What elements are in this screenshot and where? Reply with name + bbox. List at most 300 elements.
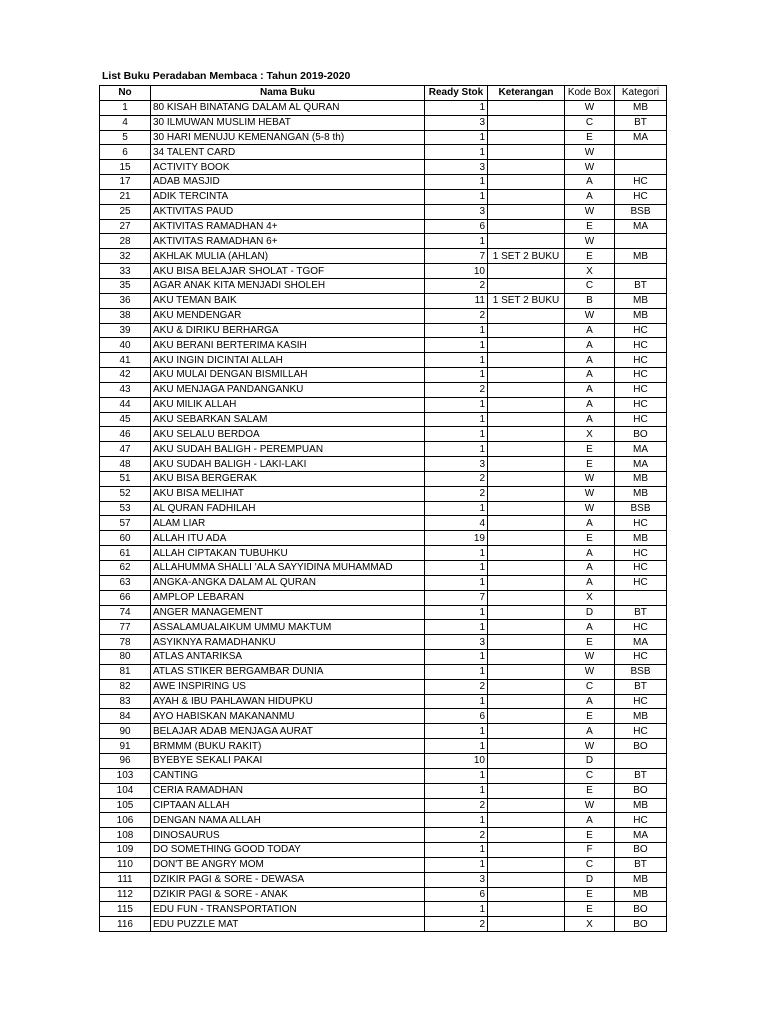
cell-kode-box: A [565, 382, 615, 397]
cell-no: 57 [100, 516, 151, 531]
cell-kode-box: W [565, 160, 615, 175]
cell-nama-buku: ASSALAMUALAIKUM UMMU MAKTUM [151, 620, 425, 635]
cell-nama-buku: AKU TEMAN BAIK [151, 293, 425, 308]
cell-no: 39 [100, 323, 151, 338]
cell-keterangan [488, 531, 565, 546]
table-row [100, 590, 667, 605]
cell-nama-buku: 80 KISAH BINATANG DALAM AL QURAN [151, 100, 425, 115]
cell-ready-stok: 7 [425, 590, 488, 605]
cell-kategori: HC [615, 561, 667, 576]
cell-keterangan [488, 857, 565, 872]
cell-kode-box: A [565, 189, 615, 204]
table-row [100, 368, 667, 383]
cell-kode-box: A [565, 412, 615, 427]
table-row [100, 753, 667, 768]
cell-ready-stok: 11 [425, 293, 488, 308]
cell-keterangan [488, 739, 565, 754]
column-header-no: No [100, 86, 151, 101]
cell-kode-box: A [565, 368, 615, 383]
cell-nama-buku: ALAM LIAR [151, 516, 425, 531]
cell-keterangan [488, 264, 565, 279]
cell-keterangan [488, 709, 565, 724]
cell-ready-stok: 3 [425, 160, 488, 175]
table-row [100, 442, 667, 457]
table-row [100, 219, 667, 234]
cell-kode-box: A [565, 338, 615, 353]
cell-kategori: MA [615, 219, 667, 234]
cell-ready-stok: 4 [425, 516, 488, 531]
cell-keterangan [488, 813, 565, 828]
cell-kategori: MB [615, 887, 667, 902]
cell-nama-buku: AKU BERANI BERTERIMA KASIH [151, 338, 425, 353]
cell-ready-stok: 19 [425, 531, 488, 546]
cell-kategori: BO [615, 917, 667, 932]
table-row [100, 471, 667, 486]
cell-ready-stok: 3 [425, 204, 488, 219]
cell-kategori: MA [615, 130, 667, 145]
cell-no: 28 [100, 234, 151, 249]
table-row [100, 323, 667, 338]
cell-keterangan [488, 902, 565, 917]
cell-keterangan [488, 382, 565, 397]
cell-nama-buku: AKU & DIRIKU BERHARGA [151, 323, 425, 338]
cell-ready-stok: 1 [425, 724, 488, 739]
cell-no: 51 [100, 471, 151, 486]
cell-nama-buku: DO SOMETHING GOOD TODAY [151, 843, 425, 858]
cell-ready-stok: 1 [425, 843, 488, 858]
cell-no: 83 [100, 694, 151, 709]
cell-kode-box: E [565, 219, 615, 234]
column-header-nama-buku: Nama Buku [151, 86, 425, 101]
cell-keterangan [488, 308, 565, 323]
cell-no: 112 [100, 887, 151, 902]
table-row [100, 427, 667, 442]
cell-ready-stok: 1 [425, 664, 488, 679]
table-row [100, 308, 667, 323]
cell-no: 1 [100, 100, 151, 115]
cell-keterangan [488, 412, 565, 427]
table-row [100, 709, 667, 724]
cell-ready-stok: 1 [425, 605, 488, 620]
cell-kode-box: E [565, 531, 615, 546]
cell-no: 110 [100, 857, 151, 872]
cell-nama-buku: EDU FUN - TRANSPORTATION [151, 902, 425, 917]
cell-nama-buku: AKTIVITAS PAUD [151, 204, 425, 219]
cell-kategori: MA [615, 442, 667, 457]
cell-keterangan [488, 457, 565, 472]
cell-kategori: MB [615, 249, 667, 264]
cell-nama-buku: ALLAH CIPTAKAN TUBUHKU [151, 546, 425, 561]
cell-ready-stok: 1 [425, 175, 488, 190]
cell-no: 52 [100, 486, 151, 501]
column-header-keterangan: Keterangan [488, 86, 565, 101]
cell-kode-box: D [565, 605, 615, 620]
cell-kategori: HC [615, 382, 667, 397]
cell-ready-stok: 1 [425, 546, 488, 561]
table-row [100, 694, 667, 709]
cell-keterangan [488, 175, 565, 190]
table-row [100, 843, 667, 858]
column-header-ready-stok: Ready Stok [425, 86, 488, 101]
cell-no: 82 [100, 679, 151, 694]
cell-ready-stok: 1 [425, 338, 488, 353]
cell-ready-stok: 1 [425, 189, 488, 204]
cell-ready-stok: 2 [425, 382, 488, 397]
cell-ready-stok: 1 [425, 575, 488, 590]
cell-ready-stok: 1 [425, 353, 488, 368]
cell-keterangan [488, 843, 565, 858]
cell-ready-stok: 1 [425, 813, 488, 828]
table-row [100, 130, 667, 145]
cell-ready-stok: 1 [425, 694, 488, 709]
cell-keterangan [488, 323, 565, 338]
cell-kode-box: A [565, 724, 615, 739]
cell-ready-stok: 6 [425, 887, 488, 902]
cell-nama-buku: AKU SEBARKAN SALAM [151, 412, 425, 427]
cell-no: 17 [100, 175, 151, 190]
table-row [100, 635, 667, 650]
cell-keterangan: 1 SET 2 BUKU [488, 249, 565, 264]
table-row [100, 575, 667, 590]
cell-no: 74 [100, 605, 151, 620]
cell-kategori: HC [615, 813, 667, 828]
cell-nama-buku: ADIK TERCINTA [151, 189, 425, 204]
cell-nama-buku: AKU SUDAH BALIGH - PEREMPUAN [151, 442, 425, 457]
cell-keterangan [488, 917, 565, 932]
table-row [100, 204, 667, 219]
cell-keterangan [488, 501, 565, 516]
cell-kode-box: W [565, 100, 615, 115]
book-list-table [99, 85, 667, 932]
cell-nama-buku: ADAB MASJID [151, 175, 425, 190]
cell-kode-box: W [565, 486, 615, 501]
cell-nama-buku: AKU SELALU BERDOA [151, 427, 425, 442]
cell-keterangan: 1 SET 2 BUKU [488, 293, 565, 308]
cell-no: 46 [100, 427, 151, 442]
table-row [100, 145, 667, 160]
cell-keterangan [488, 516, 565, 531]
table-row [100, 397, 667, 412]
cell-nama-buku: AKU MENDENGAR [151, 308, 425, 323]
cell-no: 62 [100, 561, 151, 576]
cell-keterangan [488, 442, 565, 457]
cell-kategori: HC [615, 620, 667, 635]
cell-keterangan [488, 100, 565, 115]
cell-kode-box: E [565, 887, 615, 902]
cell-keterangan [488, 561, 565, 576]
cell-kode-box: X [565, 264, 615, 279]
cell-ready-stok: 1 [425, 427, 488, 442]
cell-no: 43 [100, 382, 151, 397]
cell-no: 115 [100, 902, 151, 917]
table-header-row [100, 86, 667, 101]
cell-kode-box: A [565, 694, 615, 709]
table-row [100, 412, 667, 427]
table-row [100, 783, 667, 798]
cell-kategori [615, 753, 667, 768]
cell-keterangan [488, 783, 565, 798]
cell-kode-box: A [565, 546, 615, 561]
cell-kode-box: E [565, 902, 615, 917]
cell-nama-buku: 30 ILMUWAN MUSLIM HEBAT [151, 115, 425, 130]
cell-keterangan [488, 219, 565, 234]
table-row [100, 175, 667, 190]
cell-no: 4 [100, 115, 151, 130]
table-row [100, 828, 667, 843]
table-row [100, 501, 667, 516]
cell-kategori: BSB [615, 664, 667, 679]
cell-no: 104 [100, 783, 151, 798]
cell-no: 116 [100, 917, 151, 932]
table-row [100, 115, 667, 130]
cell-keterangan [488, 664, 565, 679]
cell-keterangan [488, 353, 565, 368]
cell-keterangan [488, 635, 565, 650]
cell-ready-stok: 1 [425, 234, 488, 249]
cell-nama-buku: AKU BISA MELIHAT [151, 486, 425, 501]
cell-ready-stok: 1 [425, 561, 488, 576]
cell-kategori: HC [615, 724, 667, 739]
cell-nama-buku: AKTIVITAS RAMADHAN 4+ [151, 219, 425, 234]
cell-kode-box: A [565, 813, 615, 828]
cell-kategori: BO [615, 427, 667, 442]
cell-keterangan [488, 620, 565, 635]
cell-no: 44 [100, 397, 151, 412]
cell-ready-stok: 1 [425, 501, 488, 516]
table-row [100, 739, 667, 754]
cell-kode-box: C [565, 857, 615, 872]
cell-keterangan [488, 486, 565, 501]
cell-ready-stok: 3 [425, 457, 488, 472]
cell-keterangan [488, 278, 565, 293]
cell-no: 21 [100, 189, 151, 204]
cell-ready-stok: 3 [425, 115, 488, 130]
table-row [100, 768, 667, 783]
cell-kategori: MB [615, 709, 667, 724]
cell-kategori: BT [615, 278, 667, 293]
cell-keterangan [488, 115, 565, 130]
cell-ready-stok: 1 [425, 620, 488, 635]
cell-no: 45 [100, 412, 151, 427]
cell-nama-buku: 30 HARI MENUJU KEMENANGAN (5-8 th) [151, 130, 425, 145]
cell-keterangan [488, 204, 565, 219]
cell-kode-box: C [565, 768, 615, 783]
cell-kategori [615, 145, 667, 160]
cell-nama-buku: ASYIKNYA RAMADHANKU [151, 635, 425, 650]
cell-ready-stok: 2 [425, 278, 488, 293]
cell-ready-stok: 2 [425, 679, 488, 694]
cell-kode-box: W [565, 739, 615, 754]
cell-ready-stok: 1 [425, 768, 488, 783]
cell-ready-stok: 6 [425, 709, 488, 724]
cell-kategori [615, 160, 667, 175]
cell-keterangan [488, 724, 565, 739]
cell-kode-box: D [565, 872, 615, 887]
cell-kategori: HC [615, 189, 667, 204]
cell-kategori: HC [615, 368, 667, 383]
cell-kode-box: W [565, 145, 615, 160]
table-row [100, 872, 667, 887]
cell-no: 106 [100, 813, 151, 828]
cell-nama-buku: DON'T BE ANGRY MOM [151, 857, 425, 872]
cell-nama-buku: AKTIVITAS RAMADHAN 6+ [151, 234, 425, 249]
cell-nama-buku: BRMMM (BUKU RAKIT) [151, 739, 425, 754]
cell-no: 15 [100, 160, 151, 175]
cell-no: 78 [100, 635, 151, 650]
cell-nama-buku: ALLAHUMMA SHALLI 'ALA SAYYIDINA MUHAMMAD [151, 561, 425, 576]
cell-kategori: MB [615, 798, 667, 813]
cell-nama-buku: ACTIVITY BOOK [151, 160, 425, 175]
cell-nama-buku: ALLAH ITU ADA [151, 531, 425, 546]
cell-no: 61 [100, 546, 151, 561]
cell-keterangan [488, 590, 565, 605]
table-row [100, 546, 667, 561]
table-row [100, 620, 667, 635]
cell-ready-stok: 6 [425, 219, 488, 234]
table-row [100, 605, 667, 620]
cell-no: 60 [100, 531, 151, 546]
cell-kategori: HC [615, 575, 667, 590]
cell-kode-box: A [565, 516, 615, 531]
cell-kategori: BT [615, 857, 667, 872]
column-header-kategori: Kategori [615, 86, 667, 101]
table-row [100, 531, 667, 546]
cell-kode-box: C [565, 679, 615, 694]
cell-kategori: HC [615, 323, 667, 338]
cell-keterangan [488, 427, 565, 442]
cell-kode-box: A [565, 620, 615, 635]
cell-no: 25 [100, 204, 151, 219]
cell-ready-stok: 1 [425, 412, 488, 427]
cell-kategori: HC [615, 412, 667, 427]
cell-no: 90 [100, 724, 151, 739]
cell-nama-buku: CIPTAAN ALLAH [151, 798, 425, 813]
cell-kategori: HC [615, 175, 667, 190]
cell-ready-stok: 2 [425, 917, 488, 932]
cell-kategori: HC [615, 546, 667, 561]
table-row [100, 664, 667, 679]
cell-nama-buku: CANTING [151, 768, 425, 783]
cell-kategori: HC [615, 694, 667, 709]
cell-keterangan [488, 828, 565, 843]
cell-kode-box: E [565, 130, 615, 145]
cell-no: 27 [100, 219, 151, 234]
cell-no: 38 [100, 308, 151, 323]
cell-kategori: MB [615, 100, 667, 115]
table-row [100, 857, 667, 872]
cell-kategori: BO [615, 843, 667, 858]
table-row [100, 724, 667, 739]
cell-kode-box: A [565, 175, 615, 190]
cell-nama-buku: AKU MENJAGA PANDANGANKU [151, 382, 425, 397]
cell-kode-box: W [565, 308, 615, 323]
table-body [100, 100, 667, 931]
table-row [100, 813, 667, 828]
table-row [100, 249, 667, 264]
cell-ready-stok: 2 [425, 828, 488, 843]
cell-no: 84 [100, 709, 151, 724]
cell-kode-box: A [565, 575, 615, 590]
cell-keterangan [488, 887, 565, 902]
cell-nama-buku: ANGER MANAGEMENT [151, 605, 425, 620]
cell-nama-buku: AMPLOP LEBARAN [151, 590, 425, 605]
cell-kode-box: W [565, 501, 615, 516]
cell-ready-stok: 3 [425, 635, 488, 650]
cell-no: 81 [100, 664, 151, 679]
cell-ready-stok: 1 [425, 145, 488, 160]
cell-nama-buku: BELAJAR ADAB MENJAGA AURAT [151, 724, 425, 739]
cell-ready-stok: 1 [425, 739, 488, 754]
cell-kode-box: W [565, 471, 615, 486]
cell-ready-stok: 7 [425, 249, 488, 264]
cell-kode-box: B [565, 293, 615, 308]
cell-kode-box: E [565, 783, 615, 798]
table-row [100, 382, 667, 397]
cell-kategori: MB [615, 308, 667, 323]
cell-ready-stok: 3 [425, 872, 488, 887]
table-row [100, 902, 667, 917]
cell-nama-buku: ATLAS STIKER BERGAMBAR DUNIA [151, 664, 425, 679]
cell-no: 91 [100, 739, 151, 754]
cell-no: 63 [100, 575, 151, 590]
cell-ready-stok: 2 [425, 471, 488, 486]
cell-ready-stok: 1 [425, 902, 488, 917]
table-row [100, 264, 667, 279]
table-row [100, 457, 667, 472]
cell-no: 53 [100, 501, 151, 516]
cell-nama-buku: DZIKIR PAGI & SORE - ANAK [151, 887, 425, 902]
cell-no: 48 [100, 457, 151, 472]
column-header-kode-box: Kode Box [565, 86, 615, 101]
table-row [100, 486, 667, 501]
cell-no: 103 [100, 768, 151, 783]
cell-kategori: HC [615, 338, 667, 353]
cell-nama-buku: BYEBYE SEKALI PAKAI [151, 753, 425, 768]
cell-keterangan [488, 130, 565, 145]
cell-ready-stok: 1 [425, 323, 488, 338]
table-row [100, 338, 667, 353]
cell-no: 42 [100, 368, 151, 383]
cell-nama-buku: AKU BISA BERGERAK [151, 471, 425, 486]
cell-nama-buku: ATLAS ANTARIKSA [151, 650, 425, 665]
table-row [100, 100, 667, 115]
cell-kategori: BT [615, 605, 667, 620]
cell-ready-stok: 1 [425, 442, 488, 457]
cell-ready-stok: 1 [425, 397, 488, 412]
cell-nama-buku: AKU MULAI DENGAN BISMILLAH [151, 368, 425, 383]
cell-nama-buku: CERIA RAMADHAN [151, 783, 425, 798]
cell-no: 5 [100, 130, 151, 145]
cell-kategori [615, 234, 667, 249]
cell-ready-stok: 1 [425, 100, 488, 115]
cell-nama-buku: ANGKA-ANGKA DALAM AL QURAN [151, 575, 425, 590]
cell-nama-buku: AYO HABISKAN MAKANANMU [151, 709, 425, 724]
cell-kategori: BO [615, 739, 667, 754]
cell-keterangan [488, 694, 565, 709]
cell-no: 6 [100, 145, 151, 160]
cell-kategori: MA [615, 457, 667, 472]
cell-no: 36 [100, 293, 151, 308]
cell-keterangan [488, 605, 565, 620]
cell-kategori: HC [615, 397, 667, 412]
cell-kode-box: A [565, 323, 615, 338]
cell-keterangan [488, 872, 565, 887]
cell-kategori: HC [615, 650, 667, 665]
cell-kategori: BO [615, 902, 667, 917]
table-row [100, 679, 667, 694]
cell-ready-stok: 1 [425, 783, 488, 798]
cell-keterangan [488, 753, 565, 768]
